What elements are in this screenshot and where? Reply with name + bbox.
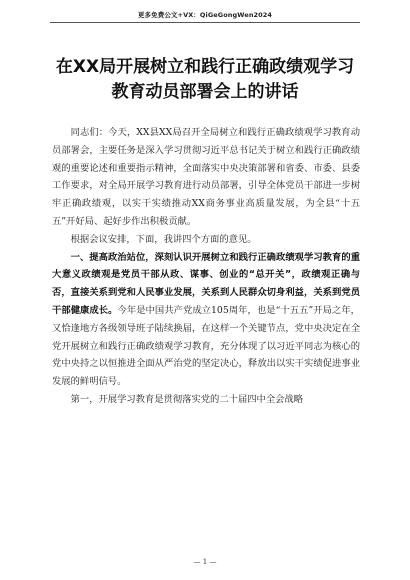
document-title [40,55,370,105]
title-line-1: 在XX局开展树立和践行正确政绩观学习 [55,57,355,77]
header-divider [50,22,360,23]
section-body: 今年是中国共产党成立105周年，也是“十五五”开局之年，又恰逢地方各级领导班子陆续换届，在这样一个关键节点，党中央决定在全党开展树立和践行正确政绩观学习教育，充分体现了以习近平同志为核心的党中央持之以恒推进全面从严治党的坚定决心，释放出以实干实绩促进事业发展的鲜明信号。 [52,304,360,388]
paragraph-first-point: 第一，开展学习教育是贯彻落实党的二十届四中全会战略 [70,393,304,405]
paragraph-agenda: 根据会议安排，下面，我讲四个方面的意见。 [70,233,257,245]
paragraph-opening: 同志们：今天，XX县XX局召开全局树立和践行正确政绩观学习教育动员部署会，主要任务是深入学习贯彻习近平总书记关于树立和践行正确政绩观的重要论述和重要指示精神，全面落实中央决策部署和省委、市委、县委工作要求，对全局开展学习教育进行动员部署，引导全体党员干部进一步树牢正确政绩观，以实干实绩推动XX商务事业高质量发展，为全县“十五五”开好局、起好步作出积极贡献。 [52,127,360,227]
header-note: 更多免费公文+VX：QiGeGongWen2024 [137,11,273,19]
title-line-2: 教育动员部署会上的讲话 [111,82,299,102]
page-number: — 1 — [193,558,217,566]
section-one-paragraph [52,249,360,391]
section-heading: 一、提高政治站位，深刻认识开展树立和践行正确政绩观学习教育的重大意义政绩观是党员干部从政、谋事、创业的“总开关”，政绩观正确与否，直接关系到党和人民事业发展，关系到人民群众切身利益，关系到党员干部健康成长。 [52,251,360,316]
document-body [52,124,360,409]
